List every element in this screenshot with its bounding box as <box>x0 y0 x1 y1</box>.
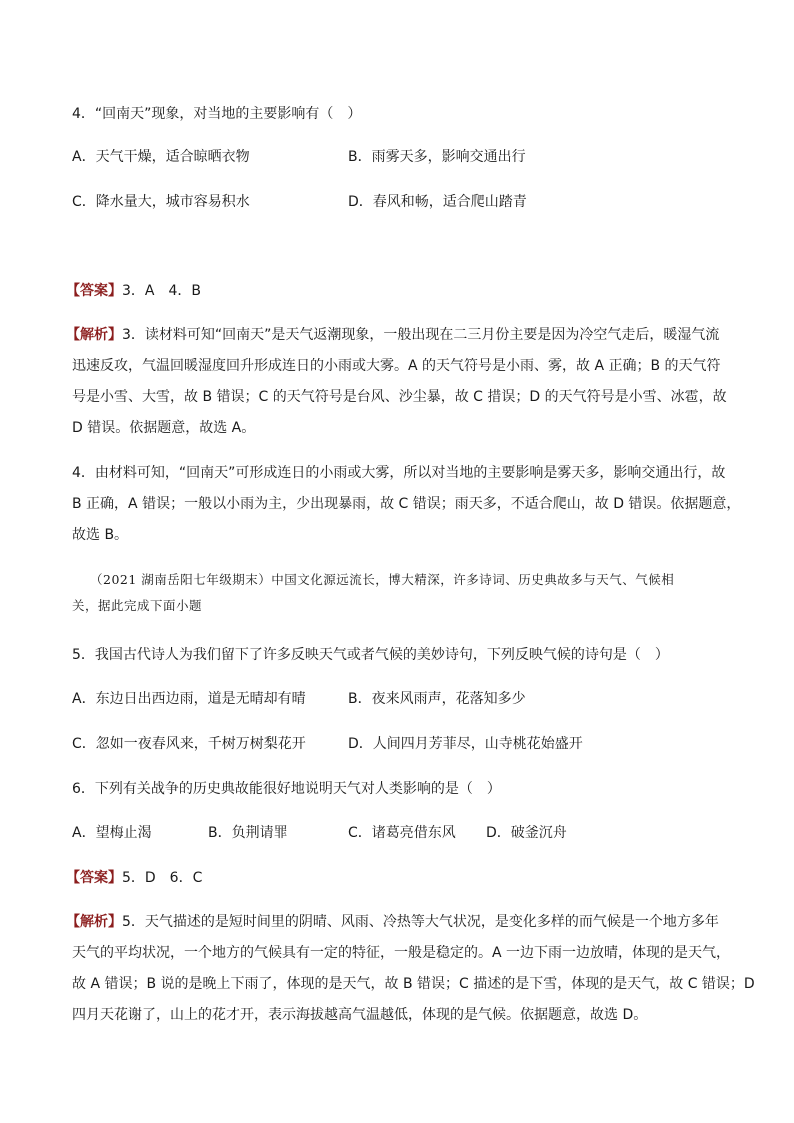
analysis-2-line-1 <box>66 912 719 932</box>
question-5-options-row-2 <box>72 734 732 754</box>
answer-block-2 <box>66 868 202 888</box>
analysis-1-line-1 <box>66 325 719 345</box>
analysis-label: 【解析】 <box>66 327 122 343</box>
analysis-q4-line-1: 4．由材料可知，“回南天”可形成连日的小雨或大雾，所以对当地的主要影响是雾天多，影响交通出行，故 <box>72 465 726 481</box>
question-4-options-row-1 <box>72 147 732 167</box>
question-4-option-d: D．春风和畅，适合爬山踏青 <box>348 194 527 210</box>
question-5-option-b: B．夜来风雨声，花落知多少 <box>348 691 526 707</box>
answer-text: 5．D 6．C <box>122 870 203 886</box>
question-5-option-a: A．东边日出西边雨，道是无晴却有晴 <box>72 691 306 707</box>
question-6-option-d: D．破釜沉舟 <box>486 825 567 841</box>
question-4-option-c: C．降水量大，城市容易积水 <box>72 194 250 210</box>
question-6-option-a: A．望梅止渴 <box>72 825 152 841</box>
question-4-option-b: B．雨雾天多，影响交通出行 <box>348 149 526 165</box>
question-5-stem: 5．我国古代诗人为我们留下了许多反映天气或者气候的美妙诗句，下列反映气候的诗句是（ ） <box>72 647 669 663</box>
question-4-option-a: A．天气干燥，适合晾晒衣物 <box>72 149 250 165</box>
answer-block-1 <box>66 281 201 301</box>
question-6-option-c: C．诸葛亮借东风 <box>348 825 456 841</box>
answer-text: 3．A 4．B <box>122 283 201 299</box>
question-6-options-row <box>72 823 732 843</box>
analysis-label: 【解析】 <box>66 914 122 930</box>
analysis-text: 3．读材料可知“回南天”是天气返潮现象，一般出现在二三月份主要是因为冷空气走后，暖湿气流 <box>122 327 720 343</box>
analysis-text: 5．天气描述的是短时间里的阴晴、风雨、冷热等大气状况，是变化多样的而气候是一个地方多年 <box>122 914 719 930</box>
intro-line-2: 关，据此完成下面小题 <box>72 598 203 613</box>
question-4-stem: 4．“回南天”现象，对当地的主要影响有（ ） <box>72 106 362 122</box>
analysis-2-line-2: 天气的平均状况，一个地方的气候具有一定的特征，一般是稳定的。A 一边下雨一边放晴，体现的是天气， <box>72 945 731 961</box>
analysis-q4-line-2: B 正确，A 错误；一般以小雨为主，少出现暴雨，故 C 错误；雨天多，不适合爬山，故 D 错误。依据题意， <box>72 496 741 512</box>
question-4-options-row-2 <box>72 192 732 212</box>
answer-label: 【答案】 <box>66 870 122 886</box>
question-group-intro <box>72 567 732 619</box>
analysis-2-line-3: 故 A 错误；B 说的是晚上下雨了，体现的是天气，故 B 错误；C 描述的是下雪，体现的是天气，故 C 错误；D <box>72 976 755 992</box>
answer-label: 【答案】 <box>66 283 122 299</box>
question-5-option-c: C．忽如一夜春风来，千树万树梨花开 <box>72 736 306 752</box>
analysis-1-line-4: D 错误。依据题意，故选 A。 <box>72 420 256 436</box>
question-6-stem: 6．下列有关战争的历史典故能很好地说明天气对人类影响的是（ ） <box>72 781 501 797</box>
analysis-q4-line-3: 故选 B。 <box>72 527 129 543</box>
intro-line-1: （2021 湖南岳阳七年级期末）中国文化源远流长，博大精深，许多诗词、历史典故多与天气、气候相 <box>90 572 675 587</box>
question-5-options-row-1 <box>72 689 732 709</box>
analysis-1-line-3: 号是小雪、大雪，故 B 错误；C 的天气符号是台风、沙尘暴，故 C 措误；D 的天气符号是小雪、冰雹，故 <box>72 389 727 405</box>
analysis-1-line-2: 迅速反攻，气温回暖湿度回升形成连日的小雨或大雾。A 的天气符号是小雨、雾，故 A 正确；B 的天气符 <box>72 358 721 374</box>
question-5-option-d: D．人间四月芳菲尽，山寺桃花始盛开 <box>348 736 583 752</box>
question-6-option-b: B．负荆请罪 <box>208 825 288 841</box>
analysis-2-line-4: 四月天花谢了，山上的花才开，表示海拔越高气温越低，体现的是气候。依据题意，故选 D。 <box>72 1007 648 1023</box>
